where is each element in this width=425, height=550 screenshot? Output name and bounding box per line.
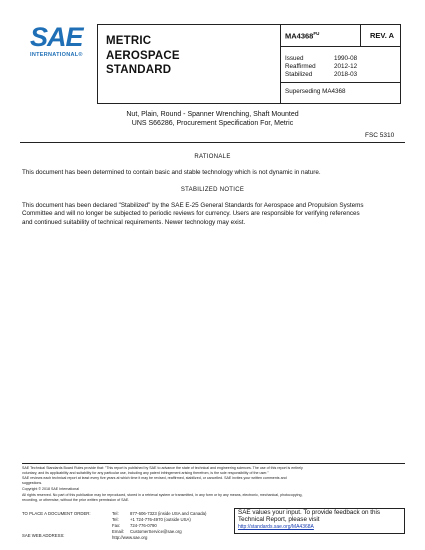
contact-value[interactable]: 877-606-7323 (inside USA and Canada) xyxy=(130,511,207,516)
header-divider xyxy=(280,24,281,104)
date-label-issued: Issued xyxy=(285,55,304,62)
feedback-line: Technical Report, please visit xyxy=(238,516,320,524)
feedback-line: SAE values your input. To provide feedback on this xyxy=(238,509,380,516)
stabilized-text-line: and continued suitability of technical requirements. Newer technology may exist. xyxy=(22,218,246,226)
footer-rights-line: recording, or otherwise, without the prior written permission of SAE. xyxy=(22,498,130,502)
contact-label: Email: xyxy=(112,529,124,534)
date-value-reaffirmed: 2012-12 xyxy=(334,63,358,70)
document-number xyxy=(285,31,319,41)
document-subtitle-line2: UNS S66286, Procurement Specification For, Metric xyxy=(131,120,294,127)
header-divider xyxy=(280,82,401,83)
document-number-suffix: FU xyxy=(313,31,320,36)
date-label-stabilized: Stabilized xyxy=(285,71,313,78)
title-line: STANDARD xyxy=(106,64,172,76)
rationale-heading: RATIONALE xyxy=(194,154,231,160)
date-value-issued: 1990-08 xyxy=(334,55,358,62)
sae-logo: SAE xyxy=(30,22,83,52)
contact-website-link[interactable]: http://www.sae.org xyxy=(112,535,148,540)
header-divider xyxy=(360,24,361,47)
superseding-note: Superseding MA4368 xyxy=(285,88,346,95)
web-address-label: SAE WEB ADDRESS: xyxy=(22,533,65,538)
section-rule xyxy=(20,142,405,143)
document-type-title xyxy=(106,34,180,78)
contact-value[interactable]: +1 724-776-4970 (outside USA) xyxy=(130,517,191,522)
order-label: TO PLACE A DOCUMENT ORDER: xyxy=(22,511,91,516)
footer-legal xyxy=(22,466,407,503)
title-line: AEROSPACE xyxy=(106,49,180,62)
stabilized-text-line: Committee and will no longer be subjected to periodic reviews for currency. Users are responsible for verifying references xyxy=(22,210,360,218)
header-divider xyxy=(280,46,401,47)
document-subtitle-line1: Nut, Plain, Round - Spanner Wrenching, Shaft Mounted xyxy=(126,111,299,118)
contact-label: Fax: xyxy=(112,523,121,528)
stabilized-text xyxy=(22,202,405,227)
fsc-code: FSC 5310 xyxy=(365,132,395,139)
footer-rights-line: All rights reserved. No part of this publication may be reproduced, stored in a retrieval system or transmitted, in any form or by any means, electronic, mechanical, photocopying, xyxy=(22,493,303,497)
footer-legal-line: suggestions. xyxy=(22,481,43,485)
contact-label: Tel: xyxy=(112,511,119,516)
date-value-stabilized: 2018-03 xyxy=(334,71,358,78)
copyright: Copyright © 2018 SAE International xyxy=(22,487,79,491)
document-number-value: MA4368 xyxy=(285,31,314,41)
footer-legal-line: SAE reviews each technical report at least every five years at which time it may be revised, reaffirmed, stabilized, or cancelled. SAE invites your written comments and xyxy=(22,476,287,480)
stabilized-heading: STABILIZED NOTICE xyxy=(180,187,245,193)
footer-legal-line: voluntary, and its applicability and suitability for any particular use, including any patent infringement arising therefrom, is the sole responsibility of the user." xyxy=(22,471,269,475)
rationale-text: This document has been determined to contain basic and stable technology which is not dynamic in nature. xyxy=(22,169,321,176)
contact-label: Tel: xyxy=(112,517,119,522)
contact-value: 724-776-0790 xyxy=(130,523,157,528)
stabilized-text-line: This document has been declared "Stabilized" by the SAE E-25 General Standards for Aerospace and Propulsion Systems xyxy=(22,202,364,209)
sae-logo-tagline: INTERNATIONAL® xyxy=(30,52,83,58)
date-label-reaffirmed: Reaffirmed xyxy=(285,63,316,70)
feedback-text xyxy=(238,509,380,524)
revision-label: REV. A xyxy=(370,31,395,40)
feedback-link[interactable]: http://standards.sae.org/MA4368A xyxy=(238,524,314,530)
title-line: METRIC xyxy=(106,35,152,47)
footer-rule xyxy=(22,463,405,464)
footer-legal-line: SAE Technical Standards Board Rules provide that: "This report is published by SAE to advance the state of technical and engineering sciences. The use of this report is entirely xyxy=(22,466,303,470)
contact-email-link[interactable]: CustomerService@sae.org xyxy=(130,529,182,534)
